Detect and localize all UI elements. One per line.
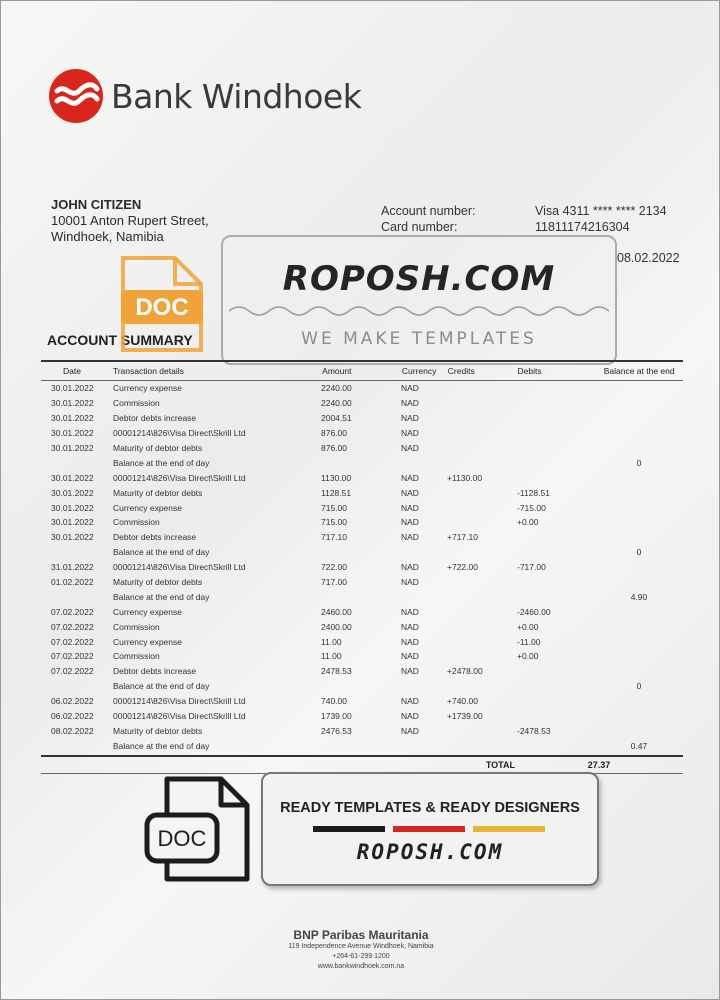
cell-details: Balance at the end of day	[113, 681, 210, 692]
cell-amount: 717.00	[321, 577, 347, 588]
cell-amount: 715.00	[321, 517, 347, 528]
cell-date: 07.02.2022	[51, 666, 94, 677]
cell-debits: -717.00	[517, 562, 546, 573]
cell-currency: NAD	[401, 428, 419, 439]
doc-file-icon-black	[143, 775, 251, 883]
cell-currency: NAD	[401, 621, 419, 632]
header-amount: Amount	[322, 366, 352, 376]
account-values	[535, 203, 667, 235]
cell-currency: NAD	[401, 666, 419, 677]
account-number-label: Account number:	[381, 204, 476, 218]
cell-currency: NAD	[401, 472, 419, 483]
cell-debits: -2478.53	[517, 725, 551, 736]
table-row	[41, 381, 683, 396]
cell-debits: -715.00	[517, 502, 546, 513]
table-row	[41, 545, 683, 560]
cell-credits: +2478.00	[447, 666, 483, 677]
cell-currency: NAD	[401, 636, 419, 647]
cell-amount: 2240.00	[321, 398, 352, 409]
table-row	[41, 485, 683, 500]
cell-amount: 876.00	[321, 443, 347, 453]
watermark-main: ROPOSH.COM	[282, 259, 556, 299]
table-row	[41, 604, 683, 619]
cell-amount: 2004.51	[321, 413, 352, 424]
bank-logo	[49, 69, 361, 123]
cell-currency: NAD	[401, 606, 419, 617]
cell-currency: NAD	[401, 398, 419, 409]
cell-details: Currency expense	[113, 606, 182, 617]
table-row	[41, 426, 683, 441]
cell-date: 08.02.2022	[51, 725, 94, 736]
cell-date: 07.02.2022	[51, 606, 94, 617]
cell-details: Commission	[113, 398, 160, 409]
cell-details: Debtor debts increase	[113, 532, 197, 543]
header-balance: Balance at the end	[603, 366, 675, 376]
doc-label-orange: DOC	[135, 294, 189, 321]
cell-currency: NAD	[401, 502, 419, 513]
table-row	[41, 530, 683, 545]
cell-credits: +1739.00	[447, 711, 483, 722]
footer-phone: +264-61-299 1200	[332, 953, 390, 960]
cell-balance: 0	[636, 547, 642, 558]
header-details: Transaction details	[112, 366, 184, 376]
table-row	[41, 470, 683, 485]
header-currency: Currency	[401, 366, 437, 376]
cell-date: 30.01.2022	[51, 517, 94, 528]
footer	[1, 928, 720, 972]
cell-amount: 717.10	[321, 532, 347, 543]
cell-credits: +1130.00	[447, 472, 483, 483]
watermark-wave	[229, 303, 609, 319]
bank-logo-icon	[49, 69, 103, 123]
cell-amount: 2478.53	[321, 666, 352, 677]
cell-details: Debtor debts increase	[113, 413, 197, 424]
cell-date: 30.01.2022	[51, 383, 94, 394]
cell-date: 30.01.2022	[51, 532, 94, 543]
cell-amount: 2476.53	[321, 725, 352, 736]
header-date: Date	[63, 366, 81, 376]
cell-date: 07.02.2022	[51, 636, 94, 647]
cell-debits: -11.00	[517, 636, 541, 647]
cell-amount: 2240.00	[321, 383, 352, 394]
cell-details: 00001214\826\Visa Direct\Skrill Ltd	[113, 472, 246, 483]
cell-debits: -1128.51	[517, 487, 550, 498]
watermark-box	[221, 235, 617, 365]
cell-amount: 1739.00	[321, 711, 352, 722]
cell-date: 30.01.2022	[51, 487, 94, 498]
cell-date: 31.01.2022	[51, 562, 94, 573]
table-row	[41, 396, 683, 411]
footer-web: www.bankwindhoek.com.na	[317, 963, 405, 970]
total-value: 27.37	[587, 760, 611, 771]
table-row	[41, 694, 683, 709]
cell-currency: NAD	[401, 532, 419, 543]
statement-date: 08.02.2022	[617, 251, 680, 265]
cell-details: Balance at the end of day	[113, 457, 210, 468]
cell-details: Maturity of debtor debts	[113, 725, 203, 736]
table-row	[41, 738, 683, 753]
cell-details: 00001214\826\Visa Direct\Skrill Ltd	[113, 428, 246, 439]
cell-details: Debtor debts increase	[113, 666, 197, 677]
cell-date: 30.01.2022	[51, 428, 94, 439]
cell-details: Currency expense	[113, 383, 182, 394]
table-row	[41, 664, 683, 679]
cell-amount: 715.00	[321, 502, 347, 513]
cell-debits: +0.00	[517, 651, 539, 662]
table-row	[41, 679, 683, 694]
cell-debits: -2460.00	[517, 606, 551, 617]
cell-debits: +0.00	[517, 517, 539, 528]
table-row	[41, 455, 683, 470]
cell-details: Commission	[113, 621, 160, 632]
table-row	[41, 589, 683, 604]
account-labels	[381, 203, 476, 235]
address-line-1: 10001 Anton Rupert Street,	[51, 213, 209, 228]
cell-date: 06.02.2022	[51, 696, 94, 707]
cell-balance: 4.90	[630, 591, 648, 602]
cell-amount: 876.00	[321, 428, 347, 439]
cell-amount: 11.00	[321, 636, 342, 647]
cell-details: Balance at the end of day	[113, 591, 210, 602]
cell-date: 30.01.2022	[51, 398, 94, 409]
card-number-value: 11811174216304	[535, 220, 630, 234]
cell-balance: 0	[636, 457, 642, 468]
cell-details: 00001214\826\Visa Direct\Skrill Ltd	[113, 562, 246, 573]
cell-details: Commission	[113, 517, 160, 528]
header-debits: Debits	[517, 366, 542, 376]
cell-currency: NAD	[401, 443, 419, 453]
banner-site: ROPOSH.COM	[356, 840, 504, 864]
cell-amount: 740.00	[321, 696, 347, 707]
table-body	[41, 381, 683, 753]
table-row	[41, 411, 683, 426]
table-row	[41, 515, 683, 530]
cell-currency: NAD	[401, 725, 419, 736]
cell-currency: NAD	[401, 517, 419, 528]
cell-date: 30.01.2022	[51, 472, 94, 483]
cell-date: 30.01.2022	[51, 443, 94, 453]
cell-currency: NAD	[401, 383, 419, 394]
cell-credits: +740.00	[447, 696, 478, 707]
cell-details: Balance at the end of day	[113, 740, 210, 751]
section-title: ACCOUNT SUMMARY	[47, 332, 193, 348]
cell-date: 30.01.2022	[51, 413, 94, 424]
address-line-2: Windhoek, Namibia	[51, 229, 164, 244]
cell-details: Maturity of debtor debts	[113, 577, 203, 588]
banner-title: READY TEMPLATES & READY DESIGNERS	[280, 800, 580, 816]
cell-balance: 0.47	[630, 740, 648, 751]
cell-debits: +0.00	[517, 621, 539, 632]
account-number-value: Visa 4311 **** **** 2134	[535, 204, 667, 218]
cell-balance: 0	[636, 681, 642, 692]
doc-label-black: DOC	[157, 826, 207, 851]
cell-amount: 11.00	[321, 651, 342, 662]
cell-details: 00001214\826\Visa Direct\Skrill Ltd	[113, 696, 246, 707]
table-row	[41, 441, 683, 456]
cell-currency: NAD	[401, 413, 419, 424]
cell-amount: 722.00	[321, 562, 347, 573]
cell-amount: 2400.00	[321, 621, 352, 632]
cell-date: 01.02.2022	[51, 577, 94, 588]
table-row	[41, 634, 683, 649]
cell-amount: 1128.51	[321, 487, 352, 498]
cell-details: Currency expense	[113, 502, 182, 513]
bank-name: Bank Windhoek	[111, 76, 362, 116]
stripe-yellow	[473, 826, 545, 832]
table-row	[41, 709, 683, 724]
table-row	[41, 500, 683, 515]
cell-currency: NAD	[401, 487, 419, 498]
stripe-black	[313, 826, 385, 832]
total-label: TOTAL	[485, 760, 515, 771]
doc-file-icon-orange	[119, 256, 205, 352]
table-row	[41, 723, 683, 738]
footer-name: BNP Paribas Mauritania	[293, 928, 429, 942]
customer-address	[51, 197, 209, 245]
cell-amount: 1130.00	[321, 472, 352, 483]
cell-currency: NAD	[401, 651, 419, 662]
cell-currency: NAD	[401, 711, 419, 722]
cell-currency: NAD	[401, 577, 419, 588]
cell-credits: +722.00	[447, 562, 478, 573]
header-credits: Credits	[447, 366, 475, 376]
cell-details: Currency expense	[113, 636, 182, 647]
cell-date: 07.02.2022	[51, 621, 94, 632]
customer-name: JOHN CITIZEN	[51, 197, 142, 212]
cell-details: Commission	[113, 651, 160, 662]
cell-credits: +717.10	[447, 532, 478, 543]
transactions-table	[41, 360, 683, 774]
cell-details: Balance at the end of day	[113, 547, 210, 558]
watermark-sub: WE MAKE TEMPLATES	[301, 329, 537, 349]
table-header	[41, 360, 683, 381]
table-row	[41, 560, 683, 575]
cell-amount: 2460.00	[321, 606, 352, 617]
cell-date: 30.01.2022	[51, 502, 94, 513]
table-row	[41, 649, 683, 664]
table-row	[41, 619, 683, 634]
cell-date: 07.02.2022	[51, 651, 94, 662]
footer-address: 119 Independence Avenue Windhoek, Namibia	[288, 943, 434, 950]
cell-date: 06.02.2022	[51, 711, 94, 722]
table-row	[41, 575, 683, 590]
cell-currency: NAD	[401, 696, 419, 707]
promo-banner	[261, 772, 599, 886]
cell-details: 00001214\826\Visa Direct\Skrill Ltd	[113, 711, 246, 722]
cell-currency: NAD	[401, 562, 419, 573]
card-number-label: Card number:	[381, 220, 458, 234]
cell-details: Maturity of debtor debts	[113, 443, 203, 453]
stripe-red	[393, 826, 465, 832]
cell-details: Maturity of debtor debts	[113, 487, 203, 498]
